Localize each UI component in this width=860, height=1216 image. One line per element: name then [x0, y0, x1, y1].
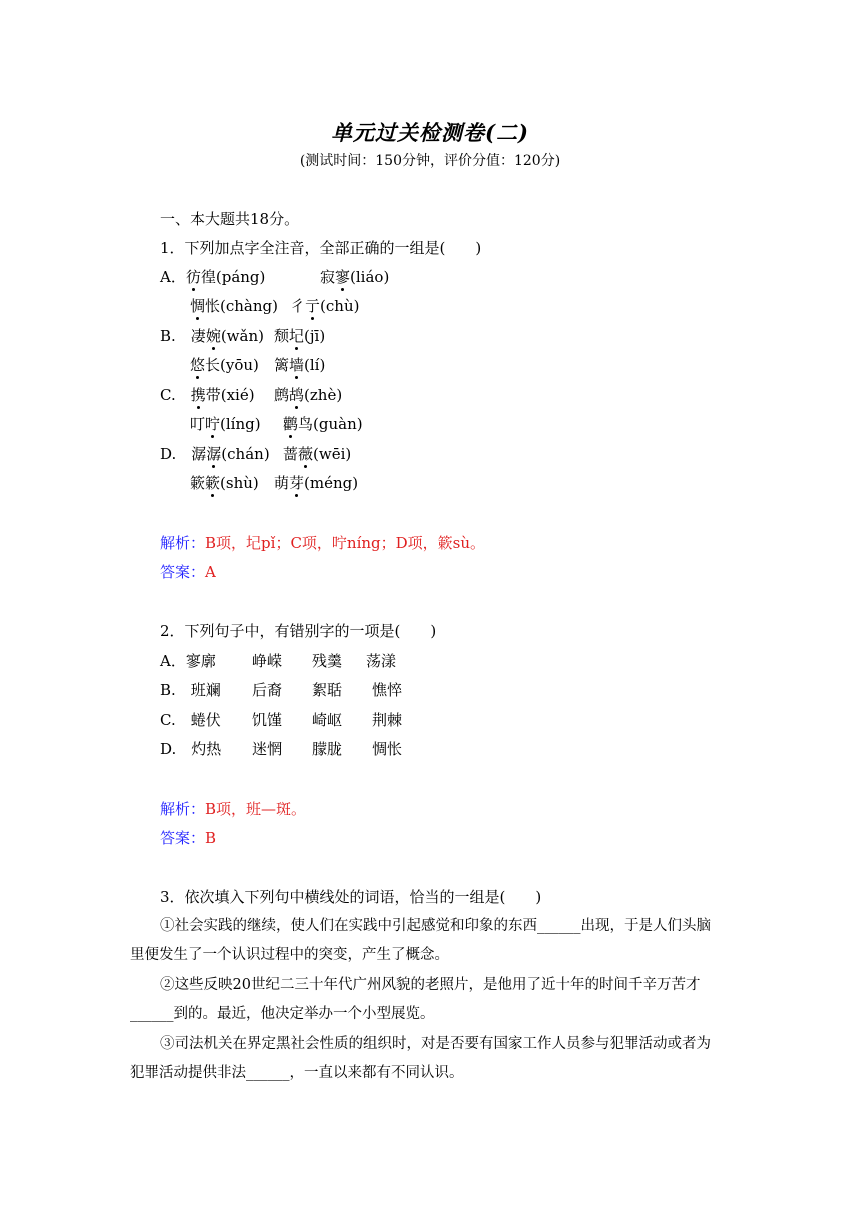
q1-dotted-char: 鸪 [289, 386, 305, 404]
q1-option-a-word2: 寂寥(liáo) [320, 268, 390, 286]
q1-option-c-word2: 鹧鸪(zhè) [274, 386, 343, 404]
q1-option-d-word4: 萌芽(méng) [274, 474, 359, 492]
q1-dotted-char: 咛 [205, 415, 221, 433]
q1-dotted-char: 寥 [335, 268, 351, 286]
q1-option-a-line1: A．彷徨(páng) [160, 268, 266, 286]
analysis-text: B项，圮pǐ；C项，咛níng；D项，簌sù。 [205, 534, 486, 552]
q1-option-d-word2: 蔷薇(wēi) [283, 445, 352, 463]
answer-label: 答案： [160, 563, 206, 581]
q1-option-d-line2: 簌簌(shù) [190, 474, 259, 492]
q1-dotted-char: 潺 [206, 445, 222, 463]
q1-answer [160, 563, 216, 581]
q3-sentence-2-line2: ______到的。最近，他决定举办一个小型展览。 [130, 1006, 435, 1022]
section-heading: 一、本大题共18分。 [160, 210, 300, 228]
answer-label: 答案： [160, 829, 206, 847]
q1-dotted-char: 惆 [190, 297, 206, 315]
q1-option-b-word4: 篱墙(lí) [274, 356, 326, 374]
q2-analysis [160, 800, 306, 818]
analysis-text: B项，班—斑。 [205, 800, 307, 818]
document-page: 单元过关检测卷(二) (测试时间：150分钟，评价分值：120分) 一、本大题共18分。 1．下列加点字全注音，全部正确的一组是( ) A．彷徨(páng) 寂寥(liáo) 惆怅(chàng) 彳亍(chù) B. 凄婉(wǎn) 颓圮(jī) 悠长(yōu) 篱墙(lí) C. 携带(xié) 鹧鸪(zhè) 叮咛(líng) 鹳鸟(guàn) D. 潺潺(chán) 蔷薇(wēi) 簌簌(shù) 萌芽(méng) 解析：B项，圮pǐ；C项，咛níng；D项，簌sù。 答案：A 2．下列句子中，有错别字的一项是( ) A．寥廓 峥嵘 残羹 荡漾 B. 班斓 后裔 絮聒 憔悴 C. 蜷伏 饥馑 崎岖 荆棘 D. 灼热 迷惘 朦胧 惆怅 解析：B项，班—斑。 答案：B 3．依次填入下列句中横线处的词语，恰当的一组是( ) ①社会实践的继续，使人们在实践中引起感觉和印象的东西______出现，于是人们头脑 里便发生了一个认识过程中的突变，产生了概念。 ②这些反映20世纪二三十年代广州风貌的老照片，是他用了近十年的时间千辛万苦才 ______到的。最近，他决定举办一个小型展览。 ③司法机关在界定黑社会性质的组织时，对是否要有国家工作人员参与犯罪活动或者为 犯罪活动提供非法______，一直以来都有不同认识。 [0, 0, 860, 1216]
q1-dotted-char: 簌 [205, 474, 221, 492]
q1-option-b-line2: 悠长(yōu) [190, 356, 259, 374]
q1-dotted-char: 圮 [289, 327, 305, 345]
q1-dotted-char: 彷 [185, 268, 201, 286]
analysis-label: 解析： [160, 534, 206, 552]
q2-stem: 2．下列句子中，有错别字的一项是( ) [160, 622, 437, 640]
q3-sentence-1-line1: ①社会实践的继续，使人们在实践中引起感觉和印象的东西______出现，于是人们头脑 [160, 918, 711, 934]
answer-text: A [205, 563, 216, 581]
answer-text: B [205, 829, 217, 847]
analysis-label: 解析： [160, 800, 206, 818]
q1-option-b-line1: B. 凄婉(wǎn) [160, 327, 264, 345]
page-subtitle: (测试时间：150分钟，评价分值：120分) [299, 153, 561, 169]
q1-dotted-char: 鹳 [283, 415, 299, 433]
q3-stem: 3．依次填入下列句中横线处的词语，恰当的一组是( ) [160, 888, 542, 906]
q3-sentence-3-line1: ③司法机关在界定黑社会性质的组织时，对是否要有国家工作人员参与犯罪活动或者为 [160, 1036, 711, 1052]
q1-option-b-word2: 颓圮(jī) [274, 327, 326, 345]
q1-option-c-word4: 鹳鸟(guàn) [283, 415, 363, 433]
q3-sentence-1-line2: 里便发生了一个认识过程中的突变，产生了概念。 [130, 947, 449, 963]
q1-analysis [160, 534, 485, 552]
q1-option-d-line1: D. 潺潺(chán) [160, 445, 270, 463]
q2-answer [160, 829, 216, 847]
q1-dotted-char: 薇 [298, 445, 314, 463]
q3-sentence-3-line2: 犯罪活动提供非法______，一直以来都有不同认识。 [130, 1065, 464, 1081]
q1-option-a-line2: 惆怅(chàng) [190, 297, 278, 315]
q1-option-c-line1: C. 携带(xié) [160, 386, 255, 404]
q1-option-c-line2: 叮咛(líng) [190, 415, 261, 433]
q1-dotted-char: 婉 [205, 327, 221, 345]
q1-dotted-char: 亍 [305, 297, 321, 315]
q1-dotted-char: 携 [190, 386, 206, 404]
q3-sentence-2-line1: ②这些反映20世纪二三十年代广州风貌的老照片，是他用了近十年的时间千辛万苦才 [160, 977, 701, 993]
page-title: 单元过关检测卷(二) [331, 120, 529, 145]
q1-stem: 1．下列加点字全注音，全部正确的一组是( ) [160, 239, 482, 257]
q1-dotted-char: 芽 [289, 474, 305, 492]
q1-dotted-char: 悠 [190, 356, 206, 374]
q1-dotted-char: 墙 [289, 356, 305, 374]
q1-option-a-word4: 彳亍(chù) [290, 297, 360, 315]
